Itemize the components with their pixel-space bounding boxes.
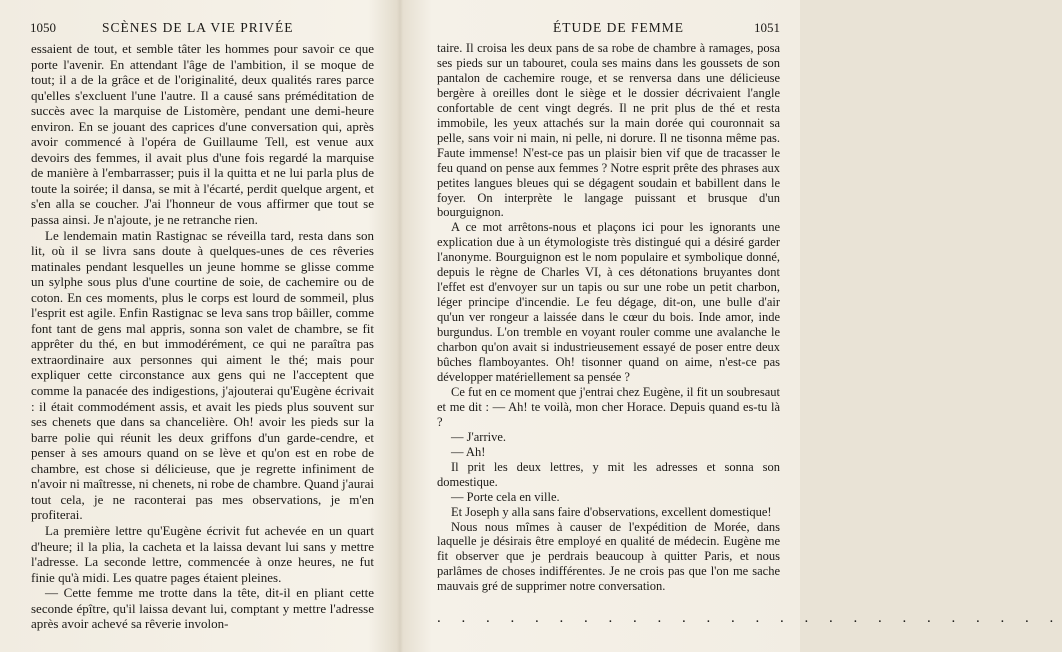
right-page xyxy=(400,0,1062,652)
paragraph: — Ah! xyxy=(451,444,486,459)
ellipsis-dots: . . . . . . . . . . . . . . . . . . . . . . . . . . xyxy=(437,610,1062,626)
paragraph: taire. Il croisa les deux pans de sa robe de chambre à ramages, posa ses pieds sur un tabouret, coula ses mains dans les goussets de son pantalon de cachemire rouge, et se renversa dans une délicieuse bergère à oreilles dont le siège et le dossier décrivaient l'angle confortable de cent vingt degrés. Il ne prit plus de thé et resta immobile, les yeux attachés sur la main dorée qui couronnait sa pelle, sans voir ni main, ni pelle, ni dorure. Il ne tisonna même pas. Faute immense! N'est-ce pas un plaisir bien vif que de tracasser le feu quand on pense aux femmes ? Notre esprit prête des phrases aux petites langues bleues qui se dégagent soudain et babillent dans le foyer. On interprète le langage puissant et brusque d'un bourguignon. xyxy=(437,41,780,220)
paragraph: La première lettre qu'Eugène écrivit fut achevée en un quart d'heure; il la plia, la cacheta et la laissa devant lui sans y mettre l'adresse. La seconde lettre, commencée à onze heures, ne fut finie qu'à midi. Les quatre pages étaient pleines. xyxy=(31,522,374,585)
paragraph: Ce fut en ce moment que j'entrai chez Eugène, il fit un soubresaut et me dit : — Ah! te voilà, mon cher Horace. Depuis quand es-tu là ? xyxy=(437,384,780,429)
right-page-body xyxy=(437,41,780,594)
paragraph: Et Joseph y alla sans faire d'observations, excellent domestique! xyxy=(451,504,772,519)
paragraph: Le lendemain matin Rastignac se réveilla tard, resta dans son lit, où il se livra sans doute à quelques-unes de ces rêveries matinales pendant lesquelles un jeune homme se glisse comme un sylphe sous plus d'une courtine de soie, de cachemire ou de coton. En ces moments, plus le corps est lourd de sommeil, plus l'esprit est agile. Enfin Rastignac se leva sans trop bâiller, comme font tant de gens mal appris, sonna son valet de chambre, se fit apprêter du thé, en but immodérément, ce qui ne paraîtra pas extraordinaire aux personnes qui aiment le thé; mais pour expliquer cette circonstance aux gens qui ne l'acceptent que comme la panacée des indigestions, j'ajouterai qu'Eugène écrivait : il était commodément assis, et avait les pieds plus souvent sur ses chenets que dans sa chancelière. Oh! avoir les pieds sur la barre polie qui réunit les deux griffons d'un garde-cendre, et penser à ses amours quand on se lève et qu'on est en robe de chambre, est chose si délicieuse, que je regrette infiniment de n'avoir ni maîtresse, ni chenets, ni robe de chambre. Quand j'aurai tout cela, je ne raconterai pas mes observations, je m'en profiterai. xyxy=(31,227,374,523)
left-page-body xyxy=(31,41,374,632)
right-page-header xyxy=(438,20,780,38)
paragraph: — Porte cela en ville. xyxy=(451,489,560,504)
paragraph: — Cette femme me trotte dans la tête, dit-il en pliant cette seconde épître, qu'il laissa devant lui, comptant y mettre l'adresse après avoir achevé sa rêverie involon- xyxy=(31,585,374,632)
paragraph: Nous nous mîmes à causer de l'expédition de Morée, dans laquelle je désirais être employé en qualité de médecin. Eugène me fit observer que je perdrais beaucoup à quitter Paris, et nous parlâmes de choses indifférentes. Je ne crois pas que l'on me sache mauvais gré de supprimer notre conversation. xyxy=(437,519,780,594)
left-page xyxy=(0,0,400,652)
paragraph: A ce mot arrêtons-nous et plaçons ici pour les ignorants une explication due à un étymologiste très distingué qui a désiré garder l'anonyme. Bourguignon est le nom populaire et symbolique donné, depuis le règne de Charles VI, à ces détonations bruyantes dont l'effet est d'envoyer sur un tapis ou sur une robe un petit charbon, léger principe d'incendie. Le feu dégage, dit-on, une bulle d'air qu'un ver rongeur a laissée dans le cœur du bois. Inde amor, inde burgundus. L'on tremble en voyant rouler comme une avalanche le charbon qu'on avait si industrieusement essayé de poser entre deux bûches flamboyantes. Oh! tisonner quand on aime, n'est-ce pas développer matériellement sa pensée ? xyxy=(437,220,780,384)
paragraph: Il prit les deux lettres, y mit les adresses et sonna son domestique. xyxy=(437,459,780,489)
running-head: ÉTUDE DE FEMME xyxy=(553,20,684,35)
paragraph: essaient de tout, et semble tâter les hommes pour savoir ce que porte l'avenir. En attendant l'âge de l'ambition, il se moque de tout; il a de la grâce et de l'originalité, deux qualités rares parce qu'elles s'excluent l'une l'autre. Il a causé sans préméditation de succès avec la marquise de Listomère, pendant une demi-heure environ. En se jouant des caprices d'une conversation qui, après avoir commencé à l'opéra de Guillaume Tell, est venue aux devoirs des femmes, il avait plus d'une fois regardé la marquise de manière à l'embarrasser; puis il la quitta et ne lui parla plus de toute la soirée; il dansa, se mit à l'écarté, perdit quelque argent, et s'en alla se coucher. J'ai l'honneur de vous affirmer que tout se passa ainsi. Je n'ajoute, je ne retranche rien. xyxy=(31,41,374,228)
left-page-header xyxy=(30,20,375,38)
page-number: 1051 xyxy=(754,20,780,35)
paragraph: — J'arrive. xyxy=(451,429,507,444)
page-number: 1050 xyxy=(30,20,56,35)
running-head: SCÈNES DE LA VIE PRIVÉE xyxy=(102,20,294,35)
